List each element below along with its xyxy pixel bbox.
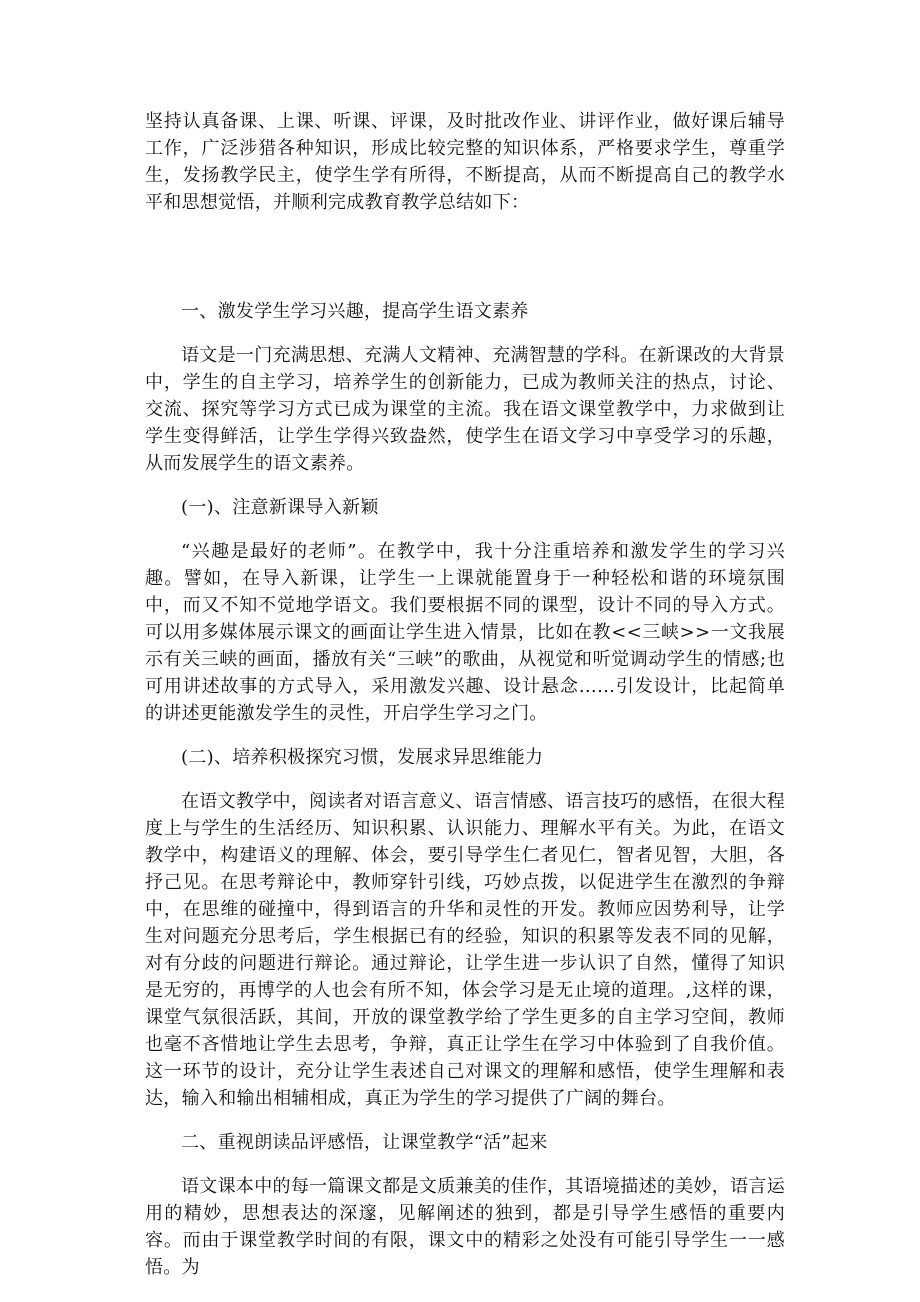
intro-paragraph: 坚持认真备课、上课、听课、评课，及时批改作业、讲评作业，做好课后辅导工作，广泛涉猎各种知识，形成比较完整的知识体系，严格要求学生，尊重学生，发扬教学民主，使学生学有所得，不断提高，从而不断提高自己的教学水平和思想觉悟，并顺利完成教育教学总结如下：: [145, 111, 785, 213]
subsection-heading-1-1: (一)、注意新课导入新颖: [181, 497, 379, 518]
paragraph-3: 在语文教学中，阅读者对语言意义、语言情感、语言技巧的感悟，在很大程度上与学生的生活经历、知识积累、认识能力、理解水平有关。为此，在语文教学中，构建语义的理解、体会，要引导学生仁者见仁，智者见智，大胆，各抒己见。在思考辩论中，教师穿针引线，巧妙点拨，以促进学生在激烈的争辩中，在思维的碰撞中，得到语言的升华和灵性的开发。教师应因势利导，让学生对问题充分思考后，学生根据已有的经验，知识的积累等发表不同的见解，对有分歧的问题进行辩论。通过辩论，让学生进一步认识了自然，懂得了知识是无穷的，再博学的人也会有所不知，体会学习是无止境的道理。,这样的课，课堂气氛很活跃，其间，开放的课堂教学给了学生更多的自主学习空间，教师也毫不吝惜地让学生去思考，争辩，真正让学生在学习中体验到了自我价值。这一环节的设计，充分让学生表述自己对课文的理解和感悟，使学生理解和表达，输入和输出相辅相成，真正为学生的学习提供了广阔的舞台。: [145, 791, 785, 1109]
section-spacer: [145, 216, 785, 298]
paragraph-2: “兴趣是最好的老师”。在教学中，我十分注重培养和激发学生的学习兴趣。譬如，在导入新课，让学生一上课就能置身于一种轻松和谐的环境氛围中，而又不知不觉地学语文。我们要根据不同的课型，设计不同的导入方式。可以用多媒体展示课文的画面让学生进入情景，比如在教<<三峡>>一文我展示有关三峡的画面，播放有关“三峡”的歌曲，从视觉和听觉调动学生的情感;也可用讲述故事的方式导入，采用激发兴趣、设计悬念……引发设计，比起简单的讲述更能激发学生的灵性，开启学生学习之门。: [145, 541, 785, 724]
section-heading-2: 二、重视朗读品评感悟，让课堂教学“活”起来: [181, 1132, 548, 1153]
subsection-heading-1-2: (二)、培养积极探究习惯，发展求异思维能力: [181, 747, 544, 768]
document-page: [145, 108, 785, 1281]
paragraph-1: 语文是一门充满思想、充满人文精神、充满智慧的学科。在新课改的大背景中，学生的自主学习，培养学生的创新能力，已成为教师关注的热点，讨论、交流、探究等学习方式已成为课堂的主流。我在语文课堂教学中，力求做到让学生变得鲜活，让学生学得兴致盎然，使学生在语文学习中享受学习的乐趣，从而发展学生的语文素养。: [145, 345, 785, 474]
section-heading-1: 一、激发学生学习兴趣，提高学生语文素养: [181, 301, 529, 322]
paragraph-4: 语文课本中的每一篇课文都是文质兼美的佳作，其语境描述的美妙，语言运用的精妙，思想表达的深邃，见解阐述的独到，都是引导学生感悟的重要内容。而由于课堂教学时间的有限，课文中的精彩之处没有可能引导学生一一感悟。为: [145, 1176, 785, 1278]
